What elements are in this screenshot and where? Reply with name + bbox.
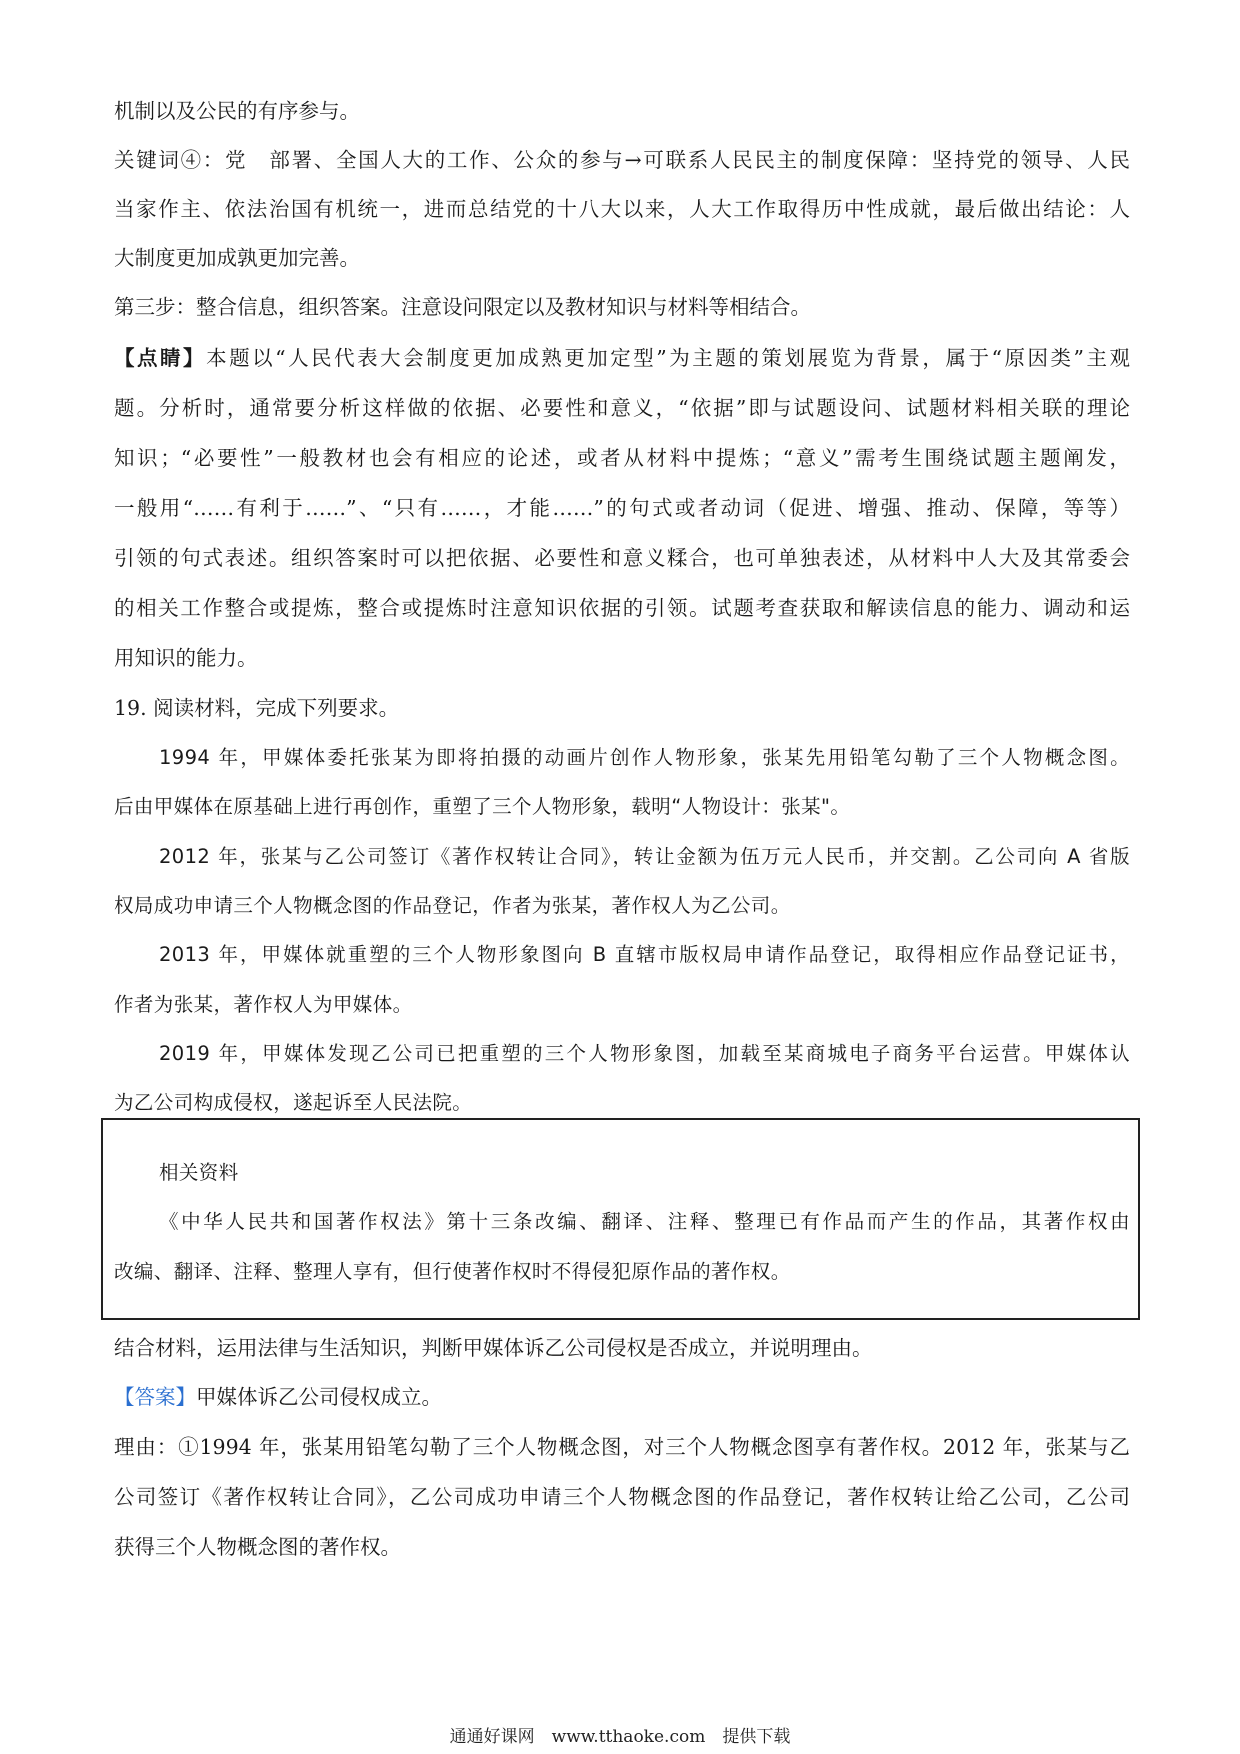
answer-reason-line: 理由：①1994 年，张某用铅笔勾勒了三个人物概念图，对三个人物概念图享有著作权。2012 年，张某与乙	[114, 1435, 1130, 1459]
question-ask: 结合材料，运用法律与生活知识，判断甲媒体诉乙公司侵权是否成立，并说明理由。	[114, 1336, 873, 1360]
note-line: 用知识的能力。	[114, 646, 258, 670]
answer-tag: 【答案】	[114, 1385, 196, 1409]
text-line: 当家作主、依法治国有机统一，进而总结党的十八大以来，人大工作取得历中性成就，最后做出结论：人	[114, 197, 1130, 221]
note-line: 题。分析时，通常要分析这样做的依据、必要性和意义，“依据”即与试题设问、试题材料相关联的理论	[114, 396, 1130, 420]
box-line: 《中华人民共和国著作权法》第十三条改编、翻译、注释、整理已有作品而产生的作品，其著作权由	[159, 1210, 1130, 1233]
note-line: 的相关工作整合或提炼，整合或提炼时注意知识依据的引领。试题考查获取和解读信息的能力、调动和运	[114, 596, 1130, 620]
note-text: 本题以“人民代表大会制度更加成熟更加定型”为主题的策划展览为背景，属于“原因类”主观	[206, 346, 1131, 370]
text-line: 第三步：整合信息，组织答案。注意设问限定以及教材知识与材料等相结合。	[114, 295, 811, 319]
note-tag: 【点睛】	[114, 346, 207, 370]
box-title: 相关资料	[159, 1161, 239, 1184]
material-line: 权局成功申请三个人物概念图的作品登记，作者为张某，著作权人为乙公司。	[114, 894, 791, 917]
answer-reason-line: 公司签订《著作权转让合同》，乙公司成功申请三个人物概念图的作品登记，著作权转让给乙公司，乙公司	[114, 1485, 1130, 1509]
material-line: 作者为张某，著作权人为甲媒体。	[114, 993, 413, 1016]
note-first-line	[114, 343, 1130, 373]
material-line: 2013 年，甲媒体就重塑的三个人物形象图向 B 直辖市版权局申请作品登记，取得相应作品登记证书，	[159, 943, 1130, 966]
text-line: 关键词④：党 部署、全国人大的工作、公众的参与→可联系人民民主的制度保障：坚持党的领导、人民	[114, 148, 1130, 172]
material-line: 2012 年，张某与乙公司签订《著作权转让合同》，转让金额为伍万元人民币，并交割。乙公司向 A 省版	[159, 845, 1130, 868]
material-line: 2019 年，甲媒体发现乙公司已把重塑的三个人物形象图，加载至某商城电子商务平台运营。甲媒体认	[159, 1042, 1130, 1065]
material-line: 1994 年，甲媒体委托张某为即将拍摄的动画片创作人物形象，张某先用铅笔勾勒了三个人物概念图。	[159, 746, 1130, 769]
question-stem: 19. 阅读材料，完成下列要求。	[114, 696, 400, 720]
note-line: 知识；“必要性”一般教材也会有相应的论述，或者从材料中提炼；“意义”需考生围绕试题主题阐发，	[114, 446, 1130, 470]
answer-conclusion: 甲媒体诉乙公司侵权成立。	[196, 1385, 442, 1409]
text-line: 大制度更加成孰更加完善。	[114, 246, 360, 270]
material-line: 为乙公司构成侵权，遂起诉至人民法院。	[114, 1091, 473, 1114]
answer-reason-line: 获得三个人物概念图的著作权。	[114, 1535, 401, 1559]
footer-watermark: 通通好课网 www.tthaoke.com 提供下载	[449, 1727, 791, 1747]
material-line: 后由甲媒体在原基础上进行再创作，重塑了三个人物形象，载明“人物设计：张某"。	[114, 795, 851, 818]
note-line: 引领的句式表述。组织答案时可以把依据、必要性和意义糅合，也可单独表述，从材料中人大及其常委会	[114, 546, 1130, 570]
text-line: 机制以及公民的有序参与。	[114, 99, 360, 123]
note-line: 一般用“……有利于……”、“只有……，才能……”的句式或者动词（促进、增强、推动、保障，等等）	[114, 496, 1130, 520]
answer-line	[114, 1382, 1130, 1412]
box-line: 改编、翻译、注释、整理人享有，但行使著作权时不得侵犯原作品的著作权。	[114, 1260, 791, 1283]
